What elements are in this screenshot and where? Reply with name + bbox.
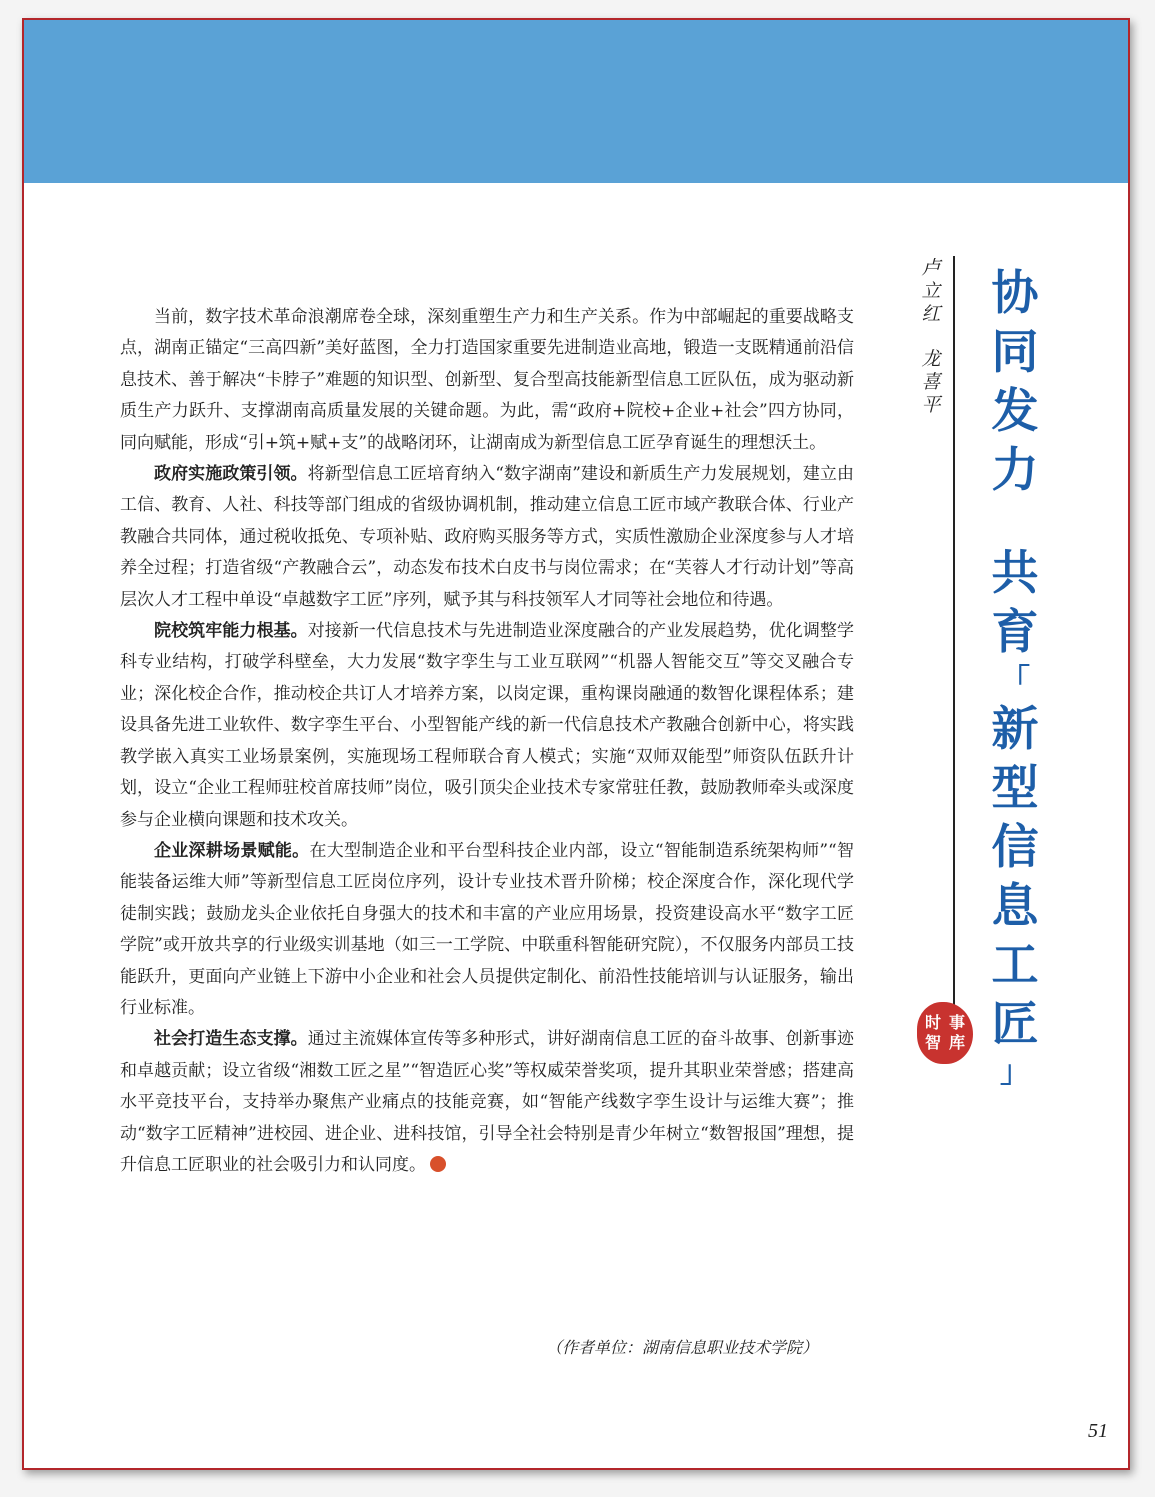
paragraph-government: [120, 459, 854, 616]
author-byline: [917, 257, 945, 417]
title-quote-close: 」: [1000, 1055, 1030, 1090]
title-char: 同: [991, 325, 1039, 380]
article-body: [120, 302, 854, 1181]
author-char: 立: [921, 280, 941, 302]
title-char: 工: [991, 938, 1039, 993]
paragraph-schools: [120, 616, 854, 836]
title-char: 新: [991, 702, 1039, 757]
paragraph-text: 在大型制造企业和平台型科技企业内部，设立“智能制造系统架构师”“智能装备运维大师”等新型信息工匠岗位序列，设计专业技术晋升阶梯；校企深度合作，深化现代学徒制实践；鼓励龙头企业依托自身强大的技术和丰富的产业应用场景，投资建设高水平“数字工匠学院”或开放共享的行业级实训基地（如三一工学院、中联重科智能研究院），不仅服务内部员工技能跃升，更面向产业链上下游中小企业和社会人员提供定制化、前沿性技能培训与认证服务，输出行业标准。: [120, 840, 855, 1018]
title-char: 发: [991, 384, 1039, 439]
title-quote-open: 「: [1000, 663, 1030, 698]
seal-char: 智: [924, 1033, 941, 1052]
end-mark-icon: [430, 1156, 446, 1172]
paragraph-text: 当前，数字技术革命浪潮席卷全球，深刻重塑生产力和生产关系。作为中部崛起的重要战略支点，湖南正锚定“三高四新”美好蓝图，全力打造国家重要先进制造业高地，锻造一支既精通前沿信息技术、善于解决“卡脖子”难题的知识型、创新型、复合型高技能新型信息工匠队伍，成为驱动新质生产力跃升、支撑湖南高质量发展的关键命题。为此，需“政府+院校+企业+社会”四方协同，同向赋能，形成“引+筑+赋+支”的战略闭环，让湖南成为新型信息工匠孕育诞生的理想沃土。: [120, 307, 854, 453]
magazine-page: [22, 18, 1130, 1470]
title-char: 息: [991, 879, 1039, 934]
page-number: 51: [1088, 1420, 1108, 1442]
seal-char: 事: [948, 1013, 965, 1032]
title-char: 育: [991, 605, 1039, 660]
seal-char: 时: [924, 1013, 941, 1032]
paragraph-text: 将新型信息工匠培育纳入“数字湖南”建设和新质生产力发展规划，建立由工信、教育、人社、科技等部门组成的省级协调机制，推动建立信息工匠市域产教联合体、行业产教融合共同体，通过税收抵免、专项补贴、政府购买服务等方式，实质性激励企业深度参与人才培养全过程；打造省级“产教融合云”，动态发布技术白皮书与岗位需求；在“芙蓉人才行动计划”等高层次人才工程中单设“卓越数字工匠”序列，赋予其与科技领军人才同等社会地位和待遇。: [120, 464, 854, 610]
title-char: 协: [991, 266, 1039, 321]
column-seal-logo: [917, 1002, 973, 1064]
author-char: 平: [921, 394, 941, 416]
paragraph-enterprises: [120, 836, 854, 1024]
title-char: 共: [991, 546, 1039, 601]
title-divider: [953, 256, 955, 1026]
title-char: 力: [991, 443, 1039, 498]
title-char: 匠: [991, 997, 1039, 1052]
article-title: [974, 264, 1056, 1092]
paragraph-lead: 社会打造生态支撑。: [154, 1029, 308, 1050]
paragraph-intro: [120, 302, 854, 459]
author-char: 龙: [921, 348, 941, 370]
author-char: 喜: [921, 371, 941, 393]
paragraph-text: 对接新一代信息技术与先进制造业深度融合的产业发展趋势，优化调整学科专业结构，打破学科壁垒，大力发展“数字孪生与工业互联网”“机器人智能交互”等交叉融合专业；深化校企合作，推动校企共订人才培养方案，以岗定课，重构课岗融通的数智化课程体系；建设具备先进工业软件、数字孪生平台、小型智能产线的新一代信息技术产教融合创新中心，将实践教学嵌入真实工业场景案例，实施现场工程师联合育人模式；实施“双师双能型”师资队伍跃升计划，设立“企业工程师驻校首席技师”岗位，吸引顶尖企业技术专家常驻任教，鼓励教师牵头或深度参与企业横向课题和技术攻关。: [120, 621, 855, 830]
paragraph-text: 通过主流媒体宣传等多种形式，讲好湖南信息工匠的奋斗故事、创新事迹和卓越贡献；设立省级“湘数工匠之星”“智造匠心奖”等权威荣誉奖项，提升其职业荣誉感；搭建高水平竞技平台，支持举办聚焦产业痛点的技能竞赛，如“智能产线数字孪生设计与运维大赛”；推动“数字工匠精神”进校园、进企业、进科技馆，引导全社会特别是青少年树立“数智报国”理想，提升信息工匠职业的社会吸引力和认同度。: [120, 1029, 855, 1175]
title-char: 型: [991, 761, 1039, 816]
paragraph-society: [120, 1024, 854, 1181]
author-char: 卢: [921, 257, 941, 279]
seal-char: 库: [948, 1033, 965, 1052]
paragraph-lead: 政府实施政策引领。: [154, 464, 308, 485]
header-band: [24, 20, 1128, 183]
paragraph-lead: 院校筑牢能力根基。: [154, 621, 308, 642]
title-char: 信: [991, 820, 1039, 875]
author-char: 红: [921, 303, 941, 325]
paragraph-lead: 企业深耕场景赋能。: [154, 840, 310, 861]
author-affiliation: （作者单位：湖南信息职业技术学院）: [545, 1338, 818, 1357]
